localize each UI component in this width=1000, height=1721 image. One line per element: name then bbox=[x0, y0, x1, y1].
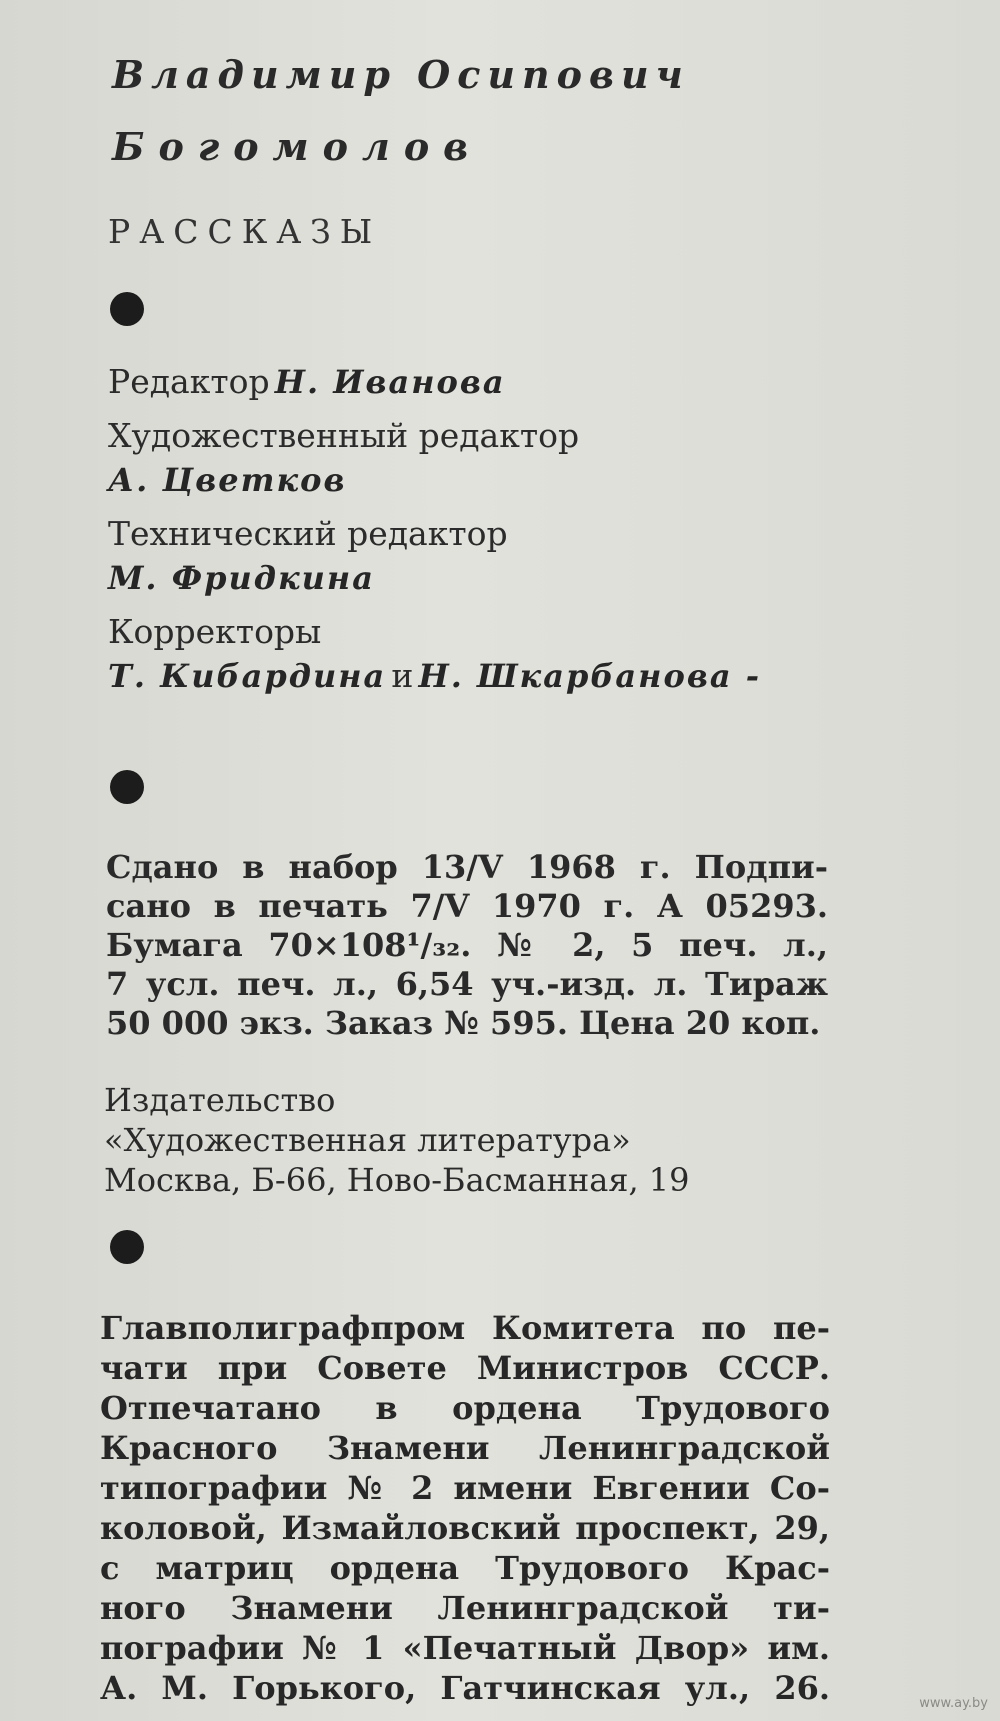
bullet-dot-2 bbox=[110, 770, 144, 804]
imprint-line: Сдано в набор 13/V 1968 г. Подпи- bbox=[106, 848, 828, 886]
credit-editor bbox=[108, 360, 908, 404]
credit-role: Корректоры bbox=[108, 612, 322, 651]
imprint-line: 7 усл. печ. л., 6,54 уч.-изд. л. Тираж bbox=[106, 965, 828, 1003]
publisher-line: Москва, Б-66, Ново-Басманная, 19 bbox=[104, 1161, 690, 1199]
author-surname: Богомолов bbox=[112, 124, 483, 169]
imprint-line: сано в печать 7/V 1970 г. А 05293. bbox=[106, 887, 828, 925]
imprint-line: Бумага 70×108¹/₃₂. № 2, 5 печ. л., bbox=[106, 926, 828, 964]
publisher-line: Издательство bbox=[104, 1081, 336, 1119]
credit-role: Редактор bbox=[108, 362, 270, 401]
credit-conjunction: и bbox=[391, 656, 414, 695]
credit-art-editor bbox=[108, 414, 908, 502]
printer-line: Отпечатано в ордена Трудового bbox=[100, 1389, 830, 1427]
printer-info bbox=[100, 1308, 830, 1708]
printer-line: Главполиграфпром Комитета по пе- bbox=[100, 1309, 830, 1347]
credits-section bbox=[108, 360, 908, 708]
printer-line: коловой, Измайловский проспект, 29, bbox=[100, 1509, 830, 1547]
credit-name: Н. Иванова bbox=[274, 363, 506, 401]
bullet-dot-1 bbox=[110, 292, 144, 326]
credit-name-2: Н. Шкарбанова - bbox=[418, 657, 761, 695]
printer-line: чати при Совете Министров СССР. bbox=[100, 1349, 830, 1387]
credit-name: Т. Кибардина bbox=[108, 657, 387, 695]
watermark: www.ay.by bbox=[919, 1696, 988, 1711]
bullet-dot-3 bbox=[110, 1230, 144, 1264]
imprint-details bbox=[106, 848, 828, 1043]
printer-line: с матриц ордена Трудового Крас- bbox=[100, 1549, 830, 1587]
printer-line: типографии № 2 имени Евгении Со- bbox=[100, 1469, 830, 1507]
credit-role: Технический редактор bbox=[108, 514, 508, 553]
credit-name: А. Цветков bbox=[108, 461, 347, 499]
printer-line: А. М. Горького, Гатчинская ул., 26. bbox=[100, 1669, 830, 1707]
genre-title: РАССКАЗЫ bbox=[108, 212, 382, 251]
imprint-line: 50 000 экз. Заказ № 595. Цена 20 коп. bbox=[106, 1004, 821, 1042]
credit-tech-editor bbox=[108, 512, 908, 600]
credit-role: Художественный редактор bbox=[108, 416, 580, 455]
credit-name: М. Фридкина bbox=[108, 559, 375, 597]
printer-line: Красного Знамени Ленинградской bbox=[100, 1429, 830, 1467]
credit-proofreaders bbox=[108, 610, 908, 698]
publisher-info bbox=[104, 1080, 864, 1200]
printer-line: пографии № 1 «Печатный Двор» им. bbox=[100, 1629, 830, 1667]
printer-line: ного Знамени Ленинградской ти- bbox=[100, 1589, 830, 1627]
author-first-names: Владимир Осипович bbox=[112, 52, 690, 97]
publisher-line: «Художественная литература» bbox=[104, 1121, 631, 1159]
